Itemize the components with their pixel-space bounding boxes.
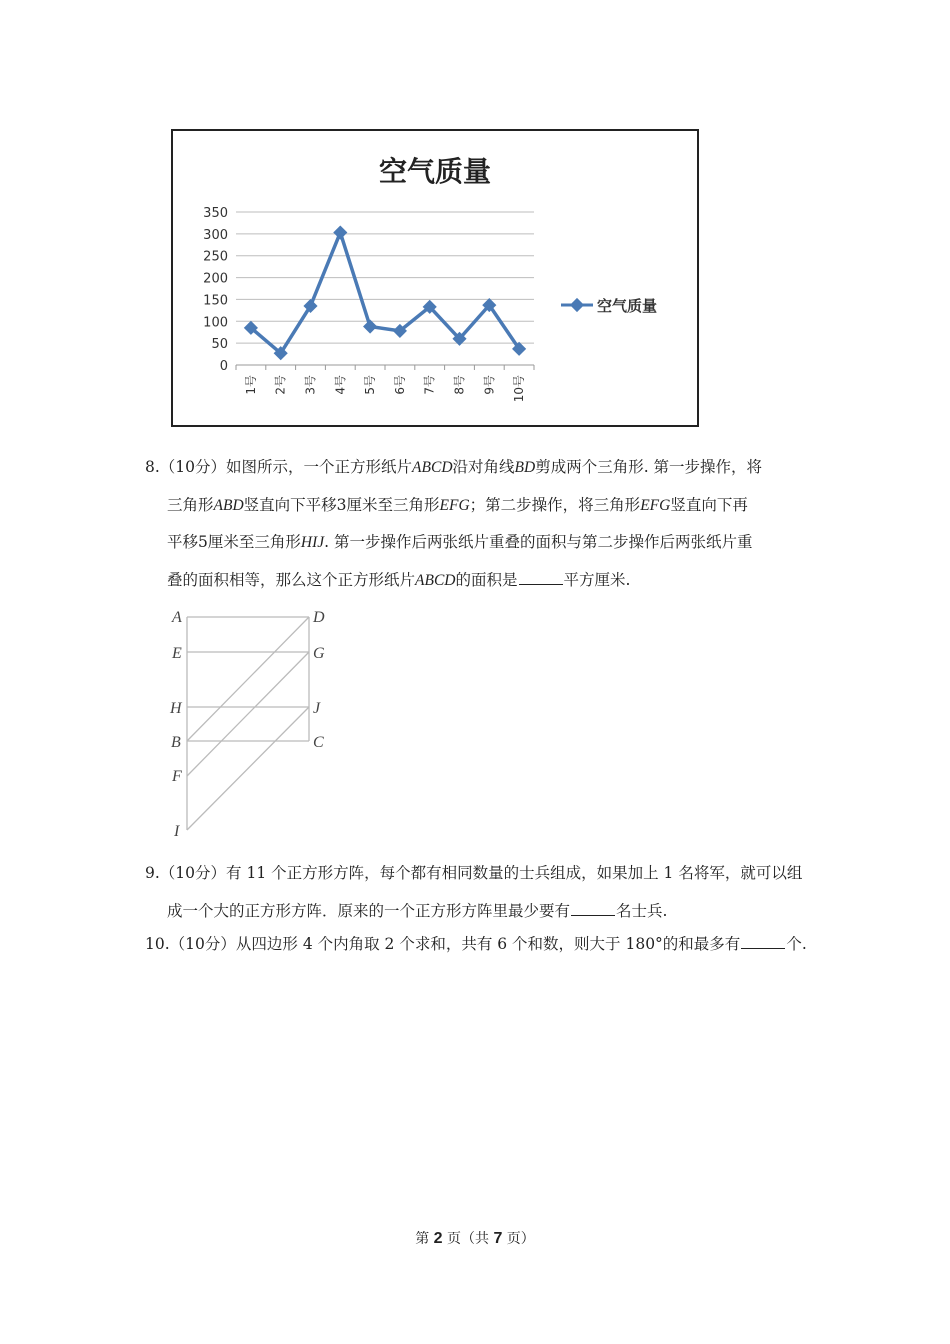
problem-number: 9. (145, 864, 160, 882)
problem-8-line-1 (145, 449, 810, 487)
label-j: J (313, 700, 321, 717)
label-c: C (313, 734, 324, 751)
legend-marker (570, 298, 584, 312)
text-fragment: 三角形 (167, 495, 214, 514)
x-tick-label: 8号 (452, 375, 467, 395)
text-fragment: 成一个大的正方形方阵．原来的一个正方形方阵里最少要有 (167, 901, 571, 920)
y-tick-label: 200 (203, 271, 228, 287)
text-fragment: 从四边形 4 个内角取 2 个求和，共有 6 个和数，则大于 180°的和最多有 (235, 935, 741, 953)
problem-number: 10. (145, 935, 170, 953)
problem-10-line-1 (145, 926, 810, 964)
problem-score: （10分） (159, 864, 227, 882)
y-tick-label: 300 (203, 227, 228, 243)
math-var: HIJ (300, 534, 325, 551)
problem-10 (145, 926, 810, 964)
text-fragment: 叠的面积相等，那么这个正方形纸片 (167, 570, 416, 589)
text-fragment: . 第一步操作后两张纸片重叠的面积与第二步操作后两张纸片重 (324, 533, 753, 551)
x-tick-label: 1号 (243, 375, 258, 395)
math-var: ABCD (415, 571, 456, 589)
text-fragment: 沿对角线 (452, 458, 515, 476)
text-fragment: 个. (786, 935, 807, 953)
text-fragment: 平方厘米. (563, 570, 631, 589)
chart-x-ticks (236, 365, 534, 402)
answer-blank[interactable] (571, 914, 615, 916)
problem-8-line-4 (145, 562, 810, 600)
problem-9-line-1 (145, 855, 810, 893)
text-fragment: 剪成两个三角形. 第一步操作，将 (535, 458, 763, 476)
chart-y-ticks (203, 206, 228, 374)
x-tick-label: 4号 (333, 375, 348, 395)
text-fragment: 有 11 个正方形方阵，每个都有相同数量的士兵组成，如果加上 1 名将军，就可以组 (226, 864, 803, 882)
label-i: I (174, 823, 180, 840)
x-tick-label: 9号 (482, 375, 497, 395)
figure-lines (187, 617, 309, 830)
line-fg (187, 652, 309, 776)
label-a: A (172, 609, 182, 626)
math-var: EFG (640, 496, 671, 514)
y-tick-label: 350 (203, 206, 228, 221)
y-tick-label: 100 (203, 315, 228, 331)
chart-series (244, 225, 526, 360)
math-var: ABCD (412, 459, 453, 476)
chart-canvas (173, 131, 697, 425)
problem-9 (145, 855, 810, 930)
data-point (333, 225, 347, 239)
series-line (251, 233, 519, 354)
page-footer (0, 1228, 950, 1248)
problem-9-line-2 (145, 893, 810, 931)
x-tick-label: 7号 (422, 375, 437, 395)
y-tick-label: 150 (203, 293, 228, 309)
chart-title: 空气质量 (378, 155, 492, 188)
answer-blank[interactable] (741, 947, 785, 949)
problem-8 (145, 449, 810, 599)
answer-blank[interactable] (519, 583, 563, 585)
x-tick-label: 6号 (392, 375, 407, 395)
chart-legend (561, 297, 657, 315)
x-tick-label: 3号 (303, 375, 318, 395)
text-fragment: 竖直向下平移3厘米至三角形 (243, 495, 440, 514)
text-fragment: ；第二步操作，将三角形 (469, 495, 641, 514)
x-tick-label: 2号 (273, 375, 288, 395)
footer-text: 第 (415, 1231, 434, 1247)
air-quality-chart (171, 129, 699, 427)
legend-label: 空气质量 (597, 297, 658, 315)
label-b: B (171, 734, 181, 751)
problem-number: 8. (145, 458, 160, 476)
text-fragment: 名士兵. (616, 901, 668, 920)
text-fragment: 的面积是 (455, 570, 518, 589)
chart-grid (236, 212, 534, 365)
text-fragment: 竖直向下再 (670, 495, 748, 514)
label-e: E (172, 645, 182, 662)
footer-text: 页（共 (442, 1231, 494, 1247)
x-tick-label: 5号 (363, 375, 378, 395)
footer-text: 页） (502, 1231, 535, 1247)
math-var: EFG (439, 496, 470, 514)
y-tick-label: 0 (219, 359, 228, 374)
line-bd (187, 617, 309, 741)
y-tick-label: 250 (203, 249, 228, 265)
math-var: ABD (213, 496, 244, 514)
figure-canvas (160, 600, 350, 840)
x-tick-label: 10号 (512, 375, 527, 403)
label-h: H (170, 700, 182, 717)
problem-8-line-3 (145, 524, 810, 562)
label-d: D (313, 609, 325, 626)
problem-score: （10分） (169, 935, 236, 953)
label-f: F (172, 768, 182, 785)
footer-total-pages: 7 (493, 1230, 503, 1247)
label-g: G (313, 645, 325, 662)
footer-page-number: 2 (433, 1230, 443, 1247)
square-translation-figure (160, 600, 350, 844)
problem-8-line-2 (145, 487, 810, 525)
line-ij (187, 707, 309, 830)
problem-score: （10分） (159, 458, 227, 476)
text-fragment: 平移5厘米至三角形 (167, 533, 301, 551)
y-tick-label: 50 (211, 337, 228, 353)
math-var: BD (514, 459, 536, 476)
text-fragment: 如图所示，一个正方形纸片 (226, 458, 413, 476)
